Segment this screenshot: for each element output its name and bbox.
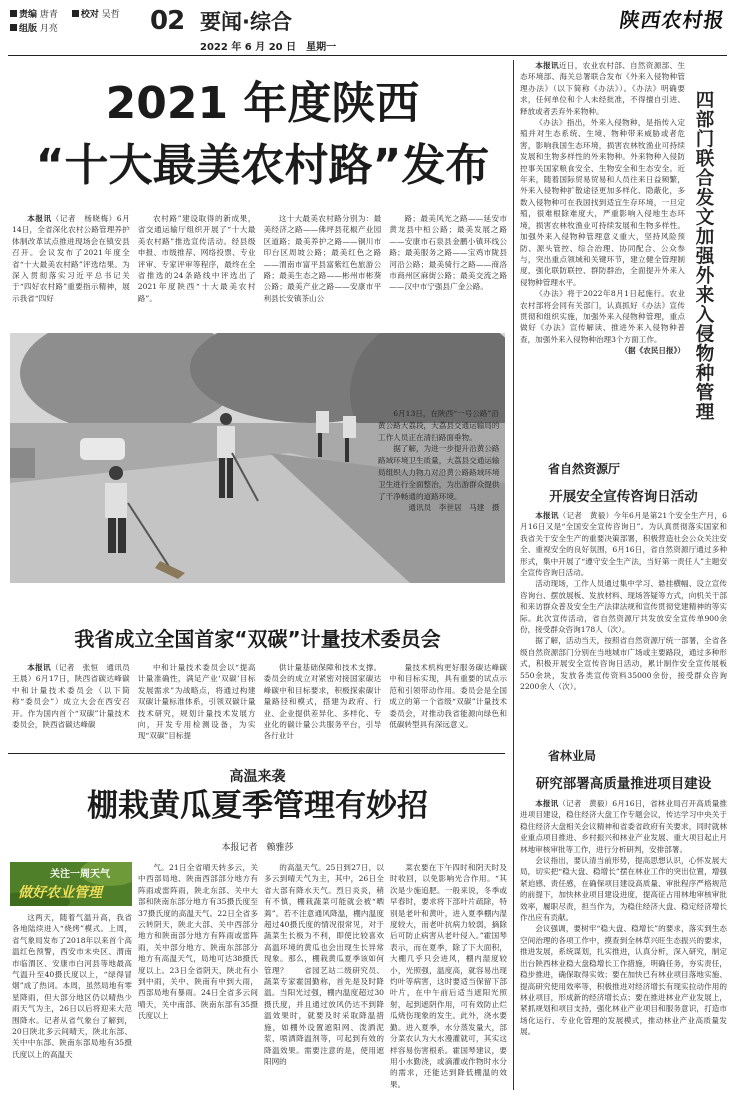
publication-date: 2022 年 6 月 20 日 星期一 xyxy=(200,42,337,53)
resources-body: 本报讯（记者 黄毅）今年6月是第21个安全生产月，6月16日又是“全国安全宣传咨询日”。为认真贯彻落实国家和我省关于安全生产的重要决策部署，积极营造社会公众关注安全、重视安全的良好氛围，6月16日，省自然资源厅通过多种形式，集中开展了“遵守安全生产法，当好第一责任人”主题安全宣传咨询日活动。 活动现场，工作人员通过集中学习、悬挂横幅、设立宣传咨询台、摆放展板、发放材料、现场答疑等方式，向机关干部和来访群众普及安全生产法律法规和宣传贯彻党建精神的等实际。此次宣传活动，省自然资源厅共发放安全宣传单900余份，接受群众咨询178人（次）。 据了解，活动当天，按照省自然资源厅统一部署，全省各级自然资源部门分别在当地城市广场或主要路段，通过多种形式，积极开展安全宣传咨询日活动，累计制作安全宣传展板550余块，发放各类宣传资料35000余份，接受群众咨询2200余人（次）。 xyxy=(520,511,727,692)
cucumber-byline: 本报记者 赖雅莎 xyxy=(221,843,294,853)
invasive-body: 本报讯近日，农业农村部、自然资源部、生态环境部、海关总署联合发布《外来入侵物种管理办法》（以下简称《办法》）。《办法》明确要求，任何单位和个人未经批准，不得擅自引进、释放或者丢弃外来物种。 《办法》指出，外来入侵物种，是指传入定殖并对生态系统、生境、物种带来威胁或者危害，影响我国生态环境，损害农林牧渔业可持续发展和生物多样性的外来物种。外来物种入侵防控事关国家粮食安全、生物安全和生态安全。近年来，随着国际贸易贸易和人员往来日益频繁，外来入侵物种扩散途径更加多样化、隐蔽化，多数入侵物种可在我国找到适宜生存环境，一旦定殖，很难根除难度大，严重影响入侵地生态环境，损害农林牧渔业可持续发展和生物多样性。加强外来入侵物种管理意义重大，坚持风险预防、源头管控、综合治理、协同配合、公众参与，突出重点领域和关键环节，建立健全管理制度，强化联防联控、群防群治，全面提升外来入侵物种管理水平。 《办法》将于2022年8月1日起施行。农业农村部将会同有关部门，认真抓好《办法》宣传贯彻和组织实施，加强外来入侵物种管理，重点做好《办法》宣传解读、推进外来入侵物种普查，加强外来入侵物种治理3个方面工作。 （据《农民日报》） xyxy=(520,61,685,356)
forestry-kicker: 省林业局 xyxy=(548,749,597,763)
lead-col-4: 路；最美风光之路——延安市黄龙县中桓公路；最美发展之路——安康市石泉县金鹏小镇环线公路；最美服务之路——宝鸡市陇县河沿公路；最美骑行之路——商洛市商州区麻街公路；最美交流之路——汉中市宁强县广金公路。 xyxy=(389,214,507,292)
lead-col-2: 农村路”建设取得的新成果，省交通运输厅组织开展了“十大最美农村路”推选宣传活动。经县级申报、市级推荐、网络投票、专业评审、专家评审等程序，最终在全省推选的24条路线中评选出了2021年度陕西“十大最美农村路”。 xyxy=(137,214,256,303)
section-rule xyxy=(8,753,505,754)
road-sweeping-photo xyxy=(10,333,505,583)
carbon-col-3: 供计量基础保障和技术支撑。委员会的成立对紧密对接国家碳达峰碳中和目标要求，积极探索碳计量路径和模式，搭建为政府、行业、企业提供差异化、多样化、专业化的碳计量公共服务平台，引导各行业计 xyxy=(263,663,382,741)
lead-body xyxy=(12,213,507,335)
cucumber-title: 棚栽黄瓜夏季管理有妙招 xyxy=(87,788,428,824)
forestry-body: 本报讯（记者 黄毅）6月16日，省林业局召开高质量推进项目建设，稳住经济大盘工作专题会议，传达学习中央关于稳住经济大盘相关会议精神和省委省政府有关要求，同时就林业重点项目推进、乡村振兴和林业产业发展、重大项目起止月林地审核审批等工作，进行分析研判，安排部署。 会议指出，要认清当前形势，提高思想认识，心怀发展大局，切实把“稳大盘、稳增长”摆在林业工作的突出位置，增强紧迫感、责任感，在确保项目建设高质量、审批程序严格规范的前提下，加快林业项目建设进度，提高征占用林地审核审批效率，履职尽责，担当作为，为稳住经济大盘、稳定经济增长作出应有贡献。 会议强调，要树牢“稳大盘、稳增长”的要求，落实到生态空间治理的各项工作中，摸查到全林草兴旺生态振兴的要求，推进发展，系统谋划，扎实推进，认真分析，深入研究，制定出台陕西林业稳大盘稳增长工作措施，明确任务，夯实责任，稳步推进，确保取得实效；要在加快已有林业项目落地实施、提高研究使用效率等，积极推进对经济增长有现实拉动作用的林业项目，形成新的经济增长点；要在推进林业产业发展上，紧抓规划和项目支持，强化林业产业项目和服务意识，打造市场化运行、专业化管理的发展模式，推动林业产业高质量发展。 xyxy=(520,799,727,1037)
badge-top-text: 关注一周天气 xyxy=(50,869,110,880)
cucumber-col-3: 的高温天气。25日到27日，以多云到晴天气为主，其中，26日全省大部有降水天气。烈日炎炎，稍有不慎，棚栽蔬菜可能就会被“晒蔫”。若不注意通风降温，棚内温度超过40摄氏度的情况很常见，对于蔬菜生长极为不利，即使比较喜欢高温环境的黄瓜也会出现生长异常现象。那么，棚栽黄瓜夏季该如何管理？ 省园艺站二级研究员、蔬菜专家霍国勤称，首先是及时降温。当阳光过强，棚内温度超过30摄氏度，并且通过放风仍达不到降温效果时，就要及时采取降温措施，如棚外设置遮阳网、泼洒泥浆、喷洒降温剂等，可起到有效的降温效果。需要注意的是，使用遮阳网的 xyxy=(264,863,384,1066)
editor-credit: 责编 唐青 xyxy=(10,8,58,22)
carbon-body xyxy=(12,662,507,742)
cucumber-kicker: 高温来袭 xyxy=(229,769,286,785)
carbon-col-1: 本报讯（记者 张恒 通讯员 王晨）6月17日，陕西省碳达峰碳中和计量技术委员会（以下简称“委员会”）成立大会在西安召开。作为国内首个“双碳”计量技术委员会，陕西省碳达峰碳 xyxy=(12,663,138,730)
forestry-title: 研究部署高质量推进项目建设 xyxy=(535,776,712,792)
header-rule xyxy=(8,55,727,56)
photo-caption: 6月13日，在陕西“一号公路”沿黄公路大荔段，大荔县交通运输局的工作人员正在清扫路面垂物。 据了解，为进一步提升沿黄公路路域环境卫生质量，大荔县交通运输局组织人力物力对沿黄公路路域环境卫生进行全面整治，为出游群众提供了干净畅通的道路环境。 通讯员 李世居 马建 摄 xyxy=(378,409,500,513)
cucumber-col-1: 这两天，随着气温升高，我省各地陆续进入“烧烤”模式。上周，省气象局发布了2018年以来首个高温红色预警，西安市未央区、渭南市临渭区、安康市白河县等地最高气温升至40摄氏度以上，“绿得冒烟”成了热词。本周，虽然局地有零星降雨，但大部分地区仍以晴热少雨天气为主，26日以后将迎来大范围降水。记者从省气象台了解到，20日陕北多云间晴天，陕北东部、关中中东部、陕南东部局地有35摄氏度以上的高温天 xyxy=(12,913,132,1059)
lead-title-line2: “十大最美农村路”发布 xyxy=(35,140,490,191)
lead-col-1: 本报讯（记者 杨晓梅）6月14日，全省深化农村公路管理养护体制改革试点推进现场会在镇安县召开。会议发布了2021年度全省“十大最美农村路”评选结果。为深入贯彻落实习近平总书记关于“四好农村路”重要指示精神，展示我省“四好 xyxy=(12,214,130,303)
section-title: 要闻·综合 xyxy=(200,10,292,34)
lead-title-line1: 2021 年度陕西 xyxy=(105,78,420,129)
invasive-vertical-title: 四部门联合发文加强外来入侵物种管理 xyxy=(693,90,714,422)
badge-main-text: 做好农业管理 xyxy=(18,885,102,901)
resources-kicker: 省自然资源厅 xyxy=(548,462,621,476)
page-number: 02 xyxy=(150,6,185,36)
carbon-col-2: 中和计量技术委员会以“提高计量准确性，满足产业‘双碳’目标发展需求”为战略点，将通过构建双碳计量标准体系，引领双碳计量技术研究，规划计量技术发展方向，开发专用检测设备，为实现“双碳”目标提 xyxy=(137,663,256,741)
masthead-meta xyxy=(10,8,155,36)
lead-col-3: 这十大最美农村路分别为：最美经济之路——佛坪县花椒产业园区道路；最美养护之路——铜川市印台区周坡公路；最美红色之路——渭南市富平县富紫红色旅游公路；最美生态之路——彬州市彬葵公路；最美产业之路——安康市平利县长安镇茶山公 xyxy=(263,214,382,303)
cucumber-col-2: 气。21日全省晴天转多云，关中西部局地、陕南西部部分地方有阵雨或雷阵雨，陕北东部、关中大部和陕南东部分地方有35摄氏度至37摄氏度的高温天气。22日全省多云转阴天，陕北大部、关中西部分地方和陕南部分地方有阵雨或雷阵雨，关中部分地方、陕南东部部分地方有高温天气，局地可达38摄氏度以上。23日全省阴天，陕北有小到中雨，关中、陕南有中到大雨，西部局地有暴雨。24日全省多云间晴天，关中南部、陕南东部有35摄氏度以上 xyxy=(138,863,258,1021)
column-divider xyxy=(513,60,514,1090)
cucumber-col-4: 菜农要在下午四时和阴天时及时收回，以免影响光合作用。“其次是少施追肥。一般来说，冬季或早春时，要求将下部叶片疏除，特别是老叶和黄叶，进入夏季棚内湿度较大，而老叶抗病力较弱，摘除后可防止病害从老叶侵入。”霍国琴表示，而在夏季，除了下大面积，大棚几乎只会进风，棚内湿度较小，光照强，温度高，就容易出现灼叶等病害，这时要适当保留下部叶片，在中午前后适当遮阳光照射，起到遮阴作用，可有效防止烂瓜烧伤现象的发生。此外，浇水要勤。进入夏季，水分蒸发量大，部分菜农认为大水漫灌就可，其实这样容易伤害根系。霍国琴建议，要用小水勤浇，或滴灌或作物时水分的需求，还能达到降低棚温的效果。 xyxy=(390,863,507,1089)
carbon-title: 我省成立全国首家“双碳”计量技术委员会 xyxy=(74,627,441,651)
newspaper-logo: 陕西农村报 xyxy=(618,8,727,32)
proof-credit: 校对 吴哲 xyxy=(72,8,120,22)
resources-title: 开展安全宣传咨询日活动 xyxy=(549,489,698,505)
weather-badge xyxy=(10,862,132,906)
carbon-col-4: 量技术机构更好服务碳达峰碳中和目标实现，具有重要的试点示范和引领带动作用。委员会是全国成立的第一个省级“双碳”计量技术委员会，对推动我省能源向绿色和低碳转型具有深远意义。 xyxy=(389,663,507,730)
design-credit: 组版 月亮 xyxy=(10,22,58,36)
